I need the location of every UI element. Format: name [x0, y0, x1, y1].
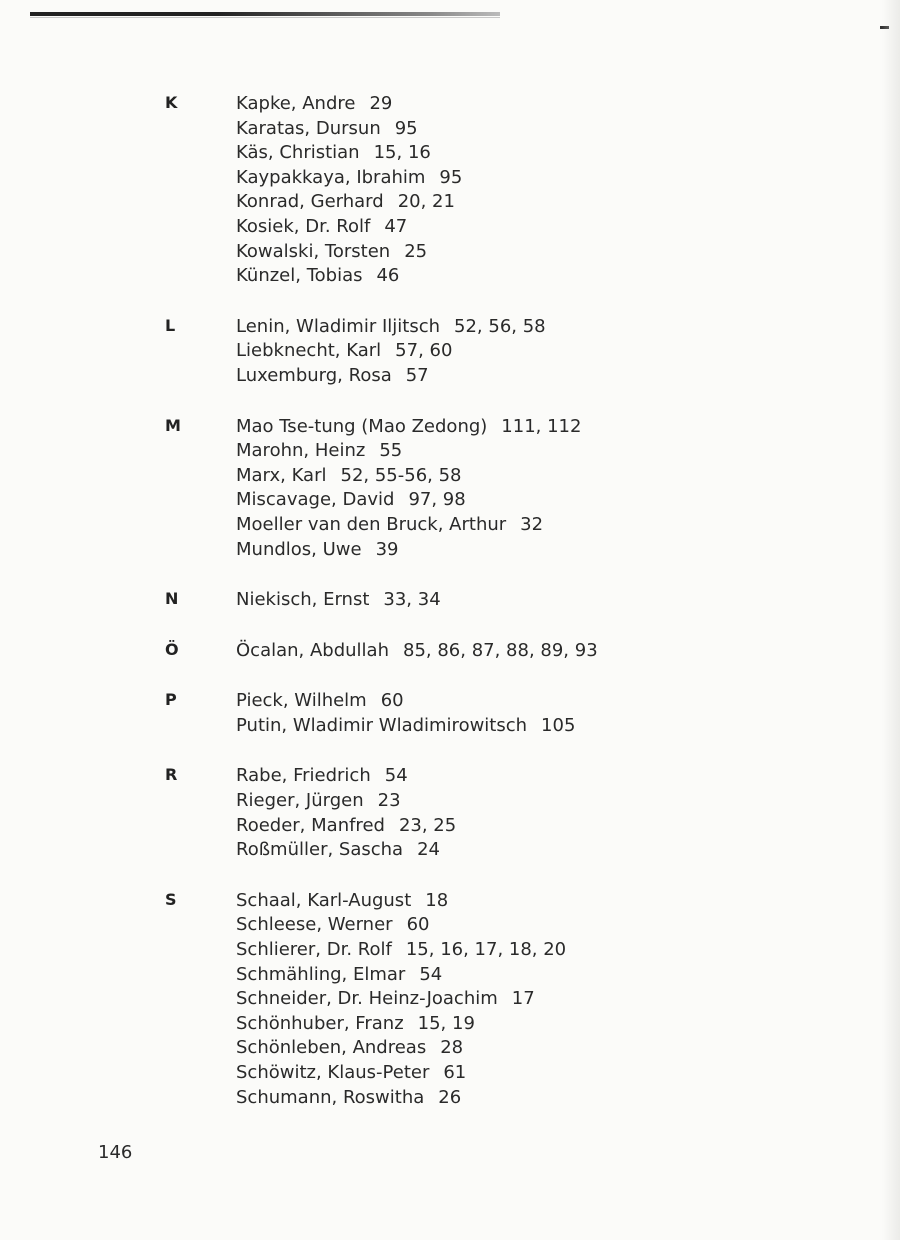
- entry-pages: 57, 60: [395, 340, 453, 362]
- index-entry: [236, 415, 900, 440]
- entry-pages: 60: [380, 690, 404, 712]
- entry-name: Schumann, Roswitha: [236, 1086, 425, 1108]
- index-entry: [236, 339, 900, 364]
- entry-list: [236, 639, 900, 664]
- entry-name: Schlierer, Dr. Rolf: [236, 939, 392, 961]
- index-entry: [236, 963, 900, 988]
- section-letter: P: [165, 690, 177, 710]
- entry-name: Schleese, Werner: [236, 914, 393, 936]
- section-letter: M: [165, 415, 181, 435]
- entry-pages: 85, 86, 87, 88, 89, 93: [403, 639, 598, 661]
- index-entry: [236, 1086, 900, 1111]
- entry-list: [236, 92, 900, 289]
- entry-name: Kosiek, Dr. Rolf: [236, 215, 371, 237]
- entry-name: Kowalski, Torsten: [236, 240, 391, 262]
- entry-name: Künzel, Tobias: [236, 265, 363, 287]
- index-entry: [236, 714, 900, 739]
- index-entry: [236, 464, 900, 489]
- entry-pages: 60: [406, 914, 430, 936]
- index-section-p: [0, 689, 900, 738]
- entry-pages: 54: [384, 765, 408, 787]
- index-entry: [236, 588, 900, 613]
- top-rule: [30, 12, 500, 16]
- entry-name: Mundlos, Uwe: [236, 538, 362, 560]
- name-index: [0, 92, 900, 1136]
- entry-name: Schöwitz, Klaus-Peter: [236, 1062, 430, 1083]
- index-entry: [236, 488, 900, 513]
- index-entry: [236, 190, 900, 215]
- index-entry: [236, 1061, 900, 1086]
- index-entry: [236, 166, 900, 191]
- index-section-s: [0, 889, 900, 1110]
- entry-pages: 52, 55-56, 58: [340, 464, 462, 486]
- entry-pages: 97, 98: [408, 489, 466, 511]
- entry-pages: 57: [405, 364, 429, 386]
- entry-name: Roßmüller, Sascha: [236, 839, 404, 861]
- index-entry: [236, 315, 900, 340]
- index-entry: [236, 913, 900, 938]
- entry-name: Kapke, Andre: [236, 93, 356, 114]
- index-entry: [236, 1036, 900, 1061]
- index-section-l: [0, 315, 900, 389]
- section-letter: R: [165, 765, 178, 785]
- section-letter: S: [165, 889, 177, 909]
- entry-name: Schneider, Dr. Heinz-Joachim: [236, 988, 498, 1010]
- entry-list: [236, 315, 900, 389]
- entry-pages: 24: [417, 839, 440, 861]
- section-letter: N: [165, 589, 179, 609]
- entry-name: Moeller van den Bruck, Arthur: [236, 513, 507, 535]
- entry-name: Rieger, Jürgen: [236, 790, 364, 812]
- entry-pages: 23, 25: [398, 814, 457, 836]
- index-entry: [236, 789, 900, 814]
- entry-pages: 54: [419, 963, 443, 985]
- entry-pages: 39: [375, 538, 399, 560]
- entry-name: Miscavage, David: [236, 489, 395, 511]
- index-section-ö: [0, 639, 900, 664]
- entry-pages: 95: [394, 117, 418, 139]
- index-entry: [236, 838, 900, 863]
- entry-pages: 61: [443, 1062, 467, 1083]
- entry-list: [236, 588, 900, 613]
- index-entry: [236, 538, 900, 563]
- index-entry: [236, 987, 900, 1012]
- index-entry: [236, 215, 900, 240]
- index-section-m: [0, 415, 900, 563]
- index-entry: [236, 814, 900, 839]
- entry-name: Mao Tse-tung (Mao Zedong): [236, 415, 488, 437]
- entry-name: Roeder, Manfred: [236, 814, 385, 836]
- entry-pages: 95: [439, 166, 463, 188]
- index-section-n: [0, 588, 900, 613]
- entry-list: [236, 764, 900, 862]
- top-rule-thin: [30, 17, 500, 18]
- index-entry: [236, 689, 900, 714]
- entry-pages: 52, 56, 58: [454, 315, 546, 337]
- entry-pages: 47: [384, 215, 408, 237]
- entry-name: Rabe, Friedrich: [236, 765, 371, 787]
- entry-pages: 15, 19: [417, 1012, 475, 1034]
- entry-name: Marx, Karl: [236, 464, 327, 486]
- entry-name: Luxemburg, Rosa: [236, 364, 392, 386]
- index-section-r: [0, 764, 900, 862]
- entry-pages: 26: [438, 1086, 462, 1108]
- entry-name: Liebknecht, Karl: [236, 340, 382, 362]
- entry-pages: 111, 112: [501, 415, 582, 437]
- entry-pages: 15, 16, 17, 18, 20: [405, 939, 567, 961]
- index-entry: [236, 639, 900, 664]
- section-letter: Ö: [165, 639, 179, 659]
- index-entry: [236, 513, 900, 538]
- index-entry: [236, 764, 900, 789]
- entry-name: Marohn, Heinz: [236, 440, 366, 462]
- index-entry: [236, 938, 900, 963]
- entry-name: Konrad, Gerhard: [236, 191, 384, 213]
- index-entry: [236, 889, 900, 914]
- entry-name: Kaypakkaya, Ibrahim: [236, 166, 426, 188]
- entry-name: Putin, Wladimir Wladimirowitsch: [236, 714, 528, 736]
- section-letter: L: [165, 315, 176, 335]
- entry-pages: 105: [541, 714, 576, 736]
- entry-pages: 33, 34: [383, 589, 441, 611]
- entry-name: Lenin, Wladimir Iljitsch: [236, 315, 441, 337]
- entry-pages: 15, 16: [373, 142, 431, 164]
- entry-name: Schaal, Karl-August: [236, 889, 412, 911]
- entry-pages: 23: [377, 790, 401, 812]
- entry-name: Schönleben, Andreas: [236, 1037, 427, 1059]
- entry-list: [236, 689, 900, 738]
- index-entry: [236, 364, 900, 389]
- entry-list: [236, 889, 900, 1110]
- page-number: 146: [98, 1142, 133, 1163]
- entry-pages: 28: [440, 1037, 464, 1059]
- index-entry: [236, 264, 900, 289]
- index-section-k: [0, 92, 900, 289]
- index-entry: [236, 439, 900, 464]
- index-entry: [236, 92, 900, 117]
- index-entry: [236, 240, 900, 265]
- entry-pages: 29: [369, 93, 393, 114]
- entry-pages: 18: [425, 889, 449, 911]
- entry-name: Pieck, Wilhelm: [236, 690, 367, 712]
- entry-pages: 17: [511, 988, 535, 1010]
- entry-pages: 32: [520, 513, 544, 535]
- entry-pages: 25: [404, 240, 428, 262]
- index-entry: [236, 117, 900, 142]
- entry-pages: 55: [379, 440, 403, 462]
- entry-pages: 20, 21: [397, 191, 455, 213]
- entry-name: Öcalan, Abdullah: [236, 639, 389, 661]
- entry-list: [236, 415, 900, 563]
- entry-name: Schönhuber, Franz: [236, 1012, 404, 1034]
- entry-name: Schmähling, Elmar: [236, 963, 406, 985]
- index-entry: [236, 1012, 900, 1037]
- entry-name: Karatas, Dursun: [236, 117, 381, 139]
- entry-name: Niekisch, Ernst: [236, 589, 370, 611]
- section-letter: K: [165, 93, 178, 112]
- entry-name: Käs, Christian: [236, 142, 360, 164]
- entry-pages: 46: [376, 265, 400, 287]
- index-entry: [236, 141, 900, 166]
